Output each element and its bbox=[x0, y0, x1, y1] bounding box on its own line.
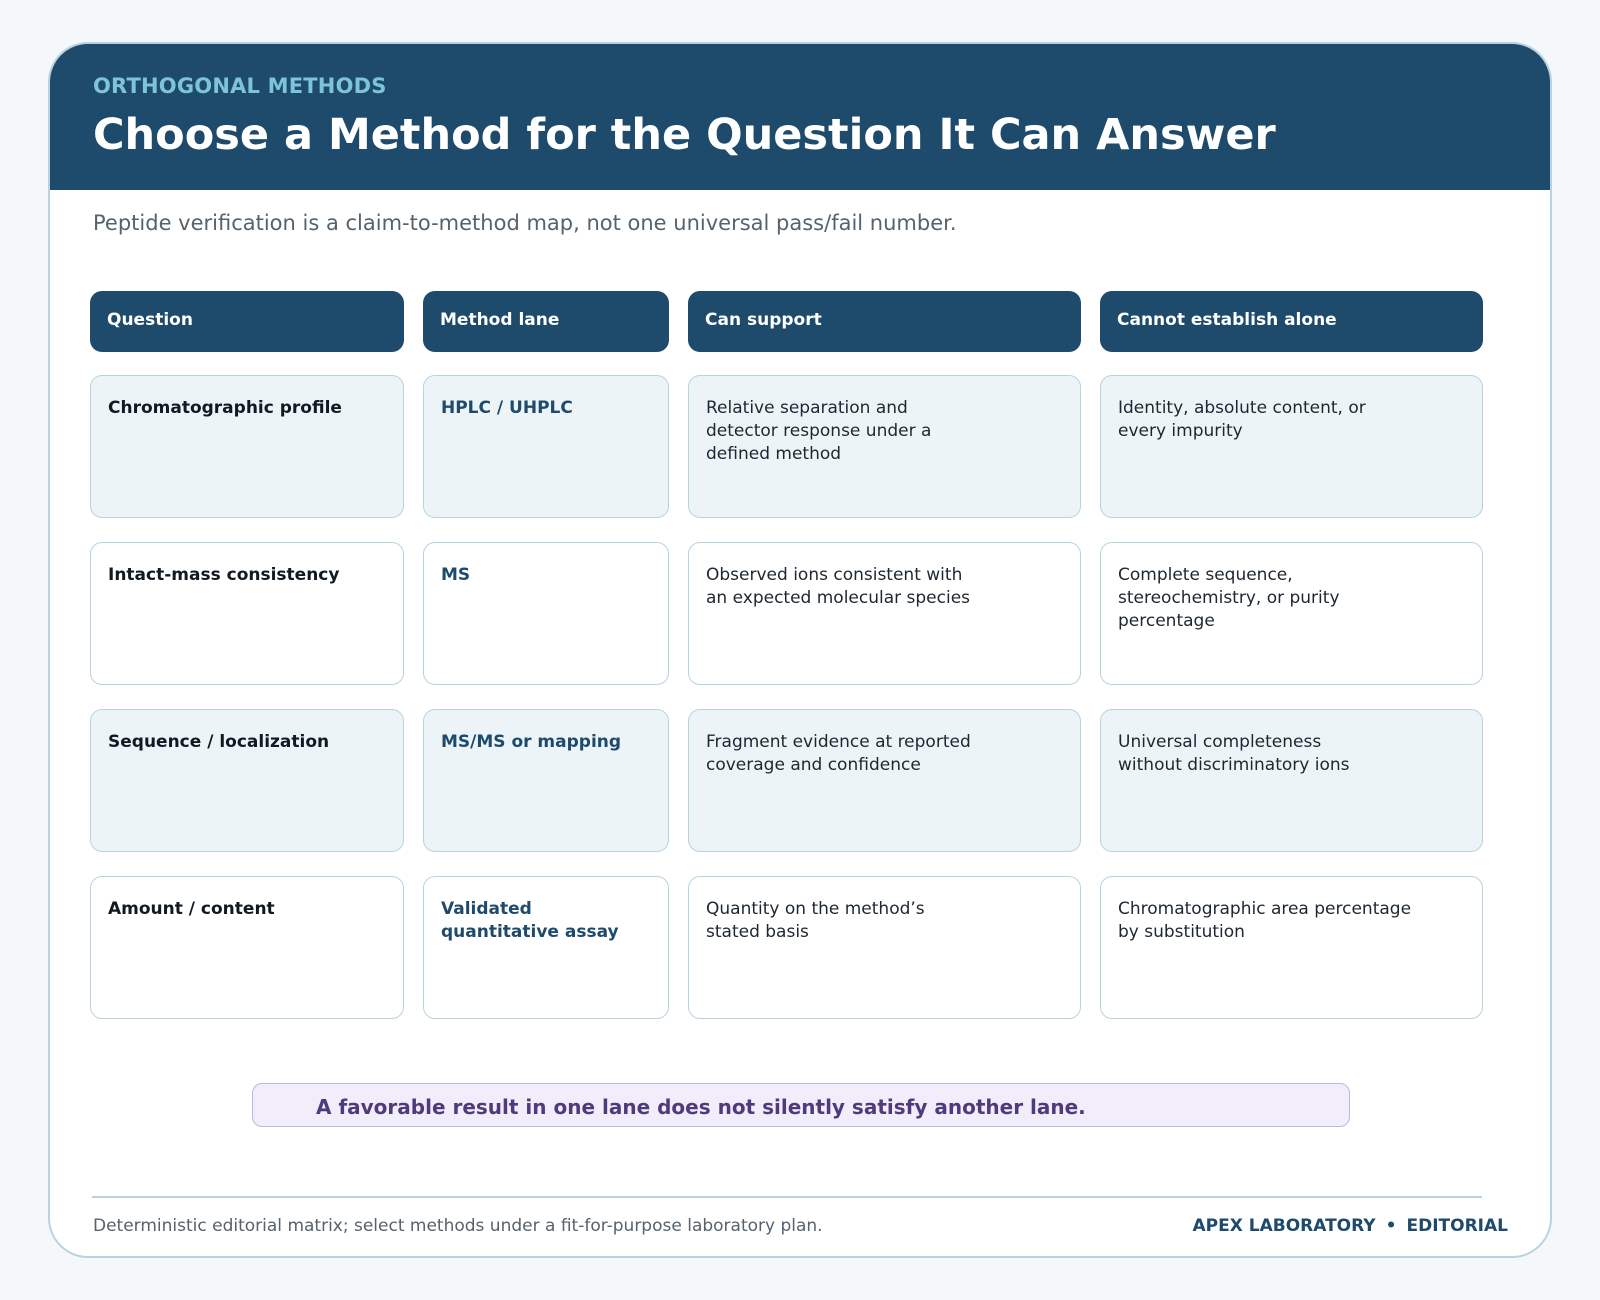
cannot-cell bbox=[1100, 709, 1483, 852]
header-banner bbox=[50, 44, 1550, 190]
cannot-cell bbox=[1100, 876, 1483, 1019]
method-cell bbox=[423, 876, 669, 1019]
supports-text: Fragment evidence at reported coverage and confidence bbox=[706, 732, 971, 775]
cannot-text: Identity, absolute content, or every impurity bbox=[1118, 398, 1366, 441]
column-header-question: Question bbox=[90, 291, 404, 352]
supports-text: Relative separation and detector response under a defined method bbox=[706, 398, 932, 464]
cannot-text: Chromatographic area percentage by substitution bbox=[1118, 899, 1412, 942]
method-text: Validated quantitative assay bbox=[441, 899, 619, 942]
brand-name: APEX LABORATORY bbox=[1192, 1216, 1376, 1236]
supports-cell bbox=[688, 375, 1081, 518]
eyebrow-label: ORTHOGONAL METHODS bbox=[93, 74, 387, 98]
supports-cell bbox=[688, 709, 1081, 852]
column-header-can-support: Can support bbox=[688, 291, 1081, 352]
page-subtitle: Peptide verification is a claim-to-method map, not one universal pass/fail number. bbox=[93, 211, 957, 235]
supports-cell bbox=[688, 542, 1081, 685]
callout-banner: A favorable result in one lane does not silently satisfy another lane. bbox=[252, 1083, 1350, 1127]
section-label: EDITORIAL bbox=[1406, 1216, 1508, 1236]
cannot-cell bbox=[1100, 375, 1483, 518]
question-cell: Chromatographic profile bbox=[90, 375, 404, 518]
question-cell: Amount / content bbox=[90, 876, 404, 1019]
editorial-card bbox=[48, 42, 1552, 1258]
footer-note: Deterministic editorial matrix; select methods under a fit-for-purpose laboratory plan. bbox=[93, 1216, 823, 1236]
column-header-method-lane: Method lane bbox=[423, 291, 669, 352]
supports-text: Quantity on the method’s stated basis bbox=[706, 899, 925, 942]
footer-brand bbox=[1193, 1216, 1509, 1236]
cannot-text: Universal completeness without discriminatory ions bbox=[1118, 732, 1350, 775]
page-title: Choose a Method for the Question It Can Answer bbox=[93, 110, 1276, 160]
cannot-cell bbox=[1100, 542, 1483, 685]
supports-cell bbox=[688, 876, 1081, 1019]
question-cell: Sequence / localization bbox=[90, 709, 404, 852]
method-cell: MS bbox=[423, 542, 669, 685]
method-cell: MS/MS or mapping bbox=[423, 709, 669, 852]
method-cell: HPLC / UHPLC bbox=[423, 375, 669, 518]
question-cell: Intact-mass consistency bbox=[90, 542, 404, 685]
footer-divider bbox=[92, 1196, 1482, 1198]
supports-text: Observed ions consistent with an expected molecular species bbox=[706, 565, 971, 608]
cannot-text: Complete sequence, stereochemistry, or purity percentage bbox=[1118, 565, 1340, 631]
column-header-cannot-establish: Cannot establish alone bbox=[1100, 291, 1483, 352]
separator-dot: • bbox=[1385, 1216, 1397, 1236]
